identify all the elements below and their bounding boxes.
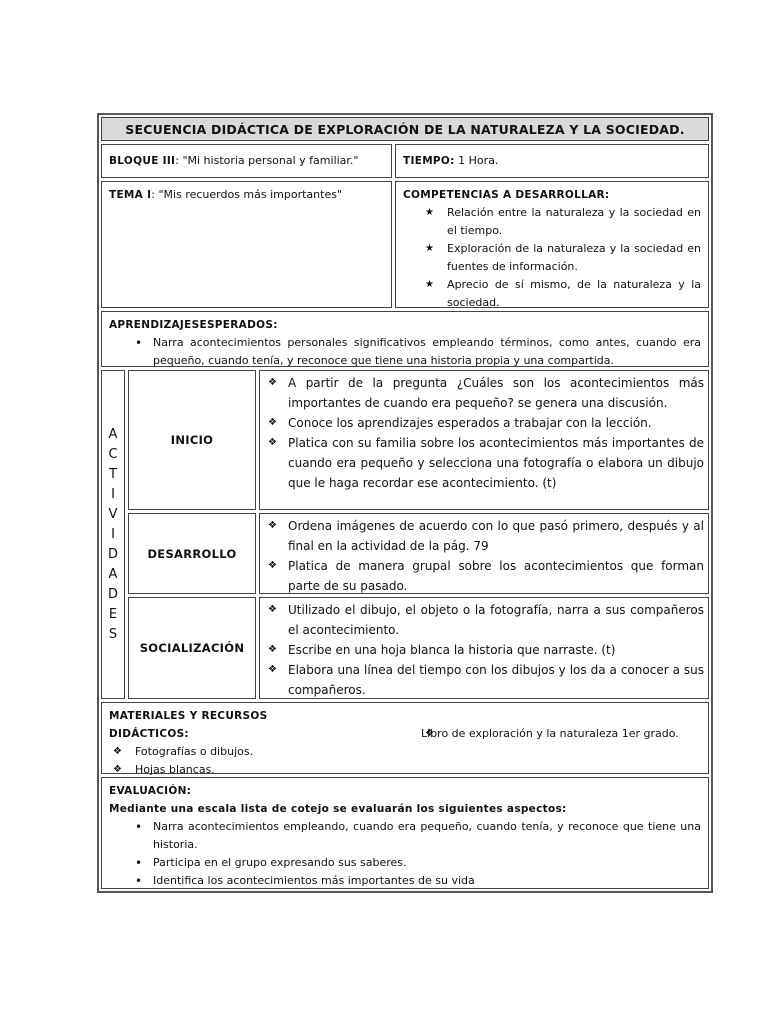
inicio-label: INICIO	[128, 370, 256, 510]
lesson-plan-table	[97, 113, 713, 893]
document-title: SECUENCIA DIDÁCTICA DE EXPLORACIÓN DE LA NATURALEZA Y LA SOCIEDAD.	[101, 117, 709, 141]
competencia-item: ★ Exploración de la naturaleza y la sociedad en fuentes de información.	[403, 240, 701, 276]
inicio-item: ❖ Conoce los aprendizajes esperados a trabajar con la lección.	[264, 413, 704, 433]
bloque-label: BLOQUE III	[109, 155, 176, 167]
material-item: ❖ Fotografías o dibujos.	[87, 743, 399, 761]
lesson-plan-document	[97, 113, 713, 893]
materiales-left-list	[87, 743, 399, 779]
materiales-right-list	[399, 725, 701, 743]
vertical-letter: A	[108, 426, 118, 442]
aprendizajes-list	[109, 334, 701, 370]
socializacion-item: ❖ Elabora una línea del tiempo con los dibujos y los da a conocer a sus compañeros.	[264, 660, 704, 700]
vertical-letter: E	[108, 606, 118, 622]
aprendizajes-cell	[101, 311, 709, 367]
material-item: ❖ Hojas blancas.	[87, 761, 399, 779]
desarrollo-item: ❖ Ordena imágenes de acuerdo con lo que pasó primero, después y al final en la actividad de la pág. 79	[264, 516, 704, 556]
materiales-label: MATERIALES Y RECURSOS	[109, 710, 268, 722]
materiales-label-2: DIDÁCTICOS:	[109, 728, 189, 740]
socializacion-item: ❖ Escribe en una hoja blanca la historia que narraste. (t)	[264, 640, 704, 660]
vertical-letter: I	[111, 486, 115, 502]
inicio-item: ❖ A partir de la pregunta ¿Cuáles son los acontecimientos más importantes de cuando era pequeño? se genera una discusión.	[264, 373, 704, 413]
competencias-cell	[395, 181, 709, 308]
vertical-letter: V	[108, 506, 118, 522]
vertical-letter: D	[107, 586, 118, 602]
vertical-letter: C	[108, 446, 118, 462]
actividades-vertical-label	[101, 370, 125, 699]
socializacion-item: ❖ Utilizado el dibujo, el objeto o la fotografía, narra a sus compañeros el acontecimiento.	[264, 600, 704, 640]
bloque-cell	[101, 144, 392, 178]
evaluacion-item: • Identifica los acontecimientos más importantes de su vida	[109, 872, 701, 890]
tema-label: TEMA I	[109, 189, 152, 201]
tema-cell	[101, 181, 392, 308]
vertical-letter: D	[107, 546, 118, 562]
bloque-value: : "Mi historia personal y familiar."	[175, 154, 359, 167]
actividades-phases	[128, 370, 709, 699]
vertical-letter: S	[108, 626, 118, 642]
evaluacion-subtitle: Mediante una escala lista de cotejo se evaluarán los siguientes aspectos:	[109, 803, 567, 815]
vertical-letter: A	[108, 566, 118, 582]
competencia-item: ★ Relación entre la naturaleza y la sociedad en el tiempo.	[403, 204, 701, 240]
socializacion-content	[259, 597, 709, 699]
evaluacion-cell	[101, 777, 709, 889]
inicio-content	[259, 370, 709, 510]
competencias-label: COMPETENCIAS A DESARROLLAR:	[403, 189, 610, 201]
competencia-item: ★ Aprecio de sí mismo, de la naturaleza y la sociedad.	[403, 276, 701, 312]
tema-value: : "Mis recuerdos más importantes"	[151, 188, 343, 201]
competencias-list	[403, 204, 701, 312]
vertical-letter: T	[109, 466, 117, 482]
socializacion-label: SOCIALIZACIÓN	[128, 597, 256, 699]
evaluacion-item: • Participa en el grupo expresando sus saberes.	[109, 854, 701, 872]
tiempo-value: 1 Hora.	[454, 154, 499, 167]
tiempo-label: TIEMPO:	[403, 155, 455, 167]
materiales-cell	[101, 702, 709, 774]
evaluacion-list	[109, 818, 701, 890]
desarrollo-label: DESARROLLO	[128, 513, 256, 594]
evaluacion-label: EVALUACIÓN:	[109, 785, 192, 797]
inicio-item: ❖ Platica con su familia sobre los acontecimientos más importantes de cuando era pequeño y selecciona una fotografía o elabora un dibujo que le haga recordar ese acontecimiento. (t)	[264, 433, 704, 493]
aprendizaje-item: • Narra acontecimientos personales significativos empleando términos, como antes, cuando era pequeño, cuando tenía, y reconoce que tiene una historia propia y una compartida.	[109, 334, 701, 370]
aprendizajes-label: APRENDIZAJESESPERADOS:	[109, 319, 278, 331]
material-item: ❖ Libro de exploración y la naturaleza 1er grado.	[399, 725, 701, 743]
vertical-letter: I	[111, 526, 115, 542]
desarrollo-content	[259, 513, 709, 594]
desarrollo-item: ❖ Platica de manera grupal sobre los acontecimientos que forman parte de su pasado.	[264, 556, 704, 596]
tiempo-cell	[395, 144, 709, 178]
evaluacion-item: • Narra acontecimientos empleando, cuando era pequeño, cuando tenía, y reconoce que tiene una historia.	[109, 818, 701, 854]
